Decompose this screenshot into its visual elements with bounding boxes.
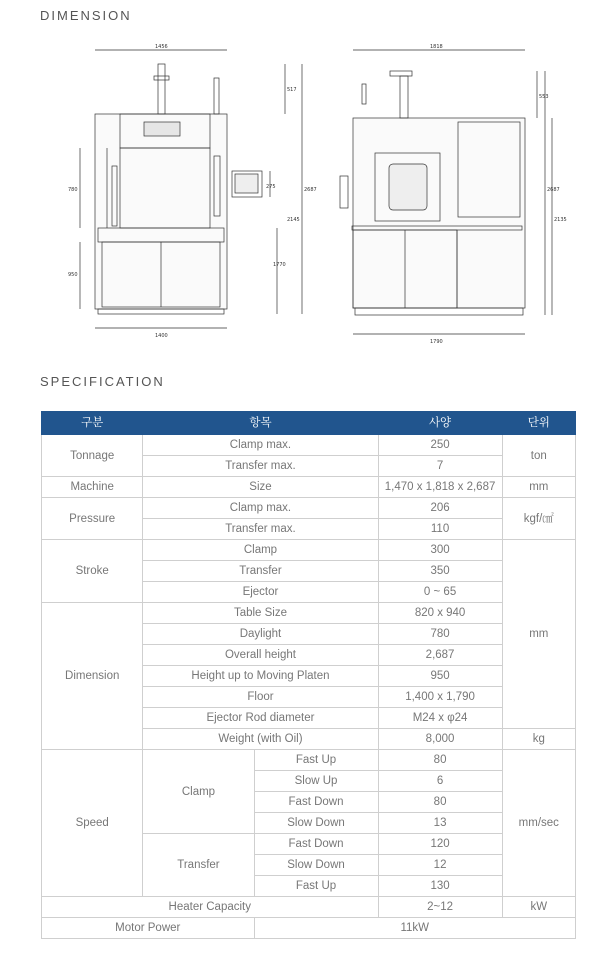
item-value: 2,687 (378, 645, 502, 666)
table-row (42, 750, 576, 771)
header-spec: 사양 (378, 412, 502, 435)
unit-tonnage: ton (502, 435, 575, 477)
table-row (42, 603, 576, 624)
item-value: 300 (378, 540, 502, 561)
item-label: Clamp max. (143, 498, 378, 519)
table-header-row (42, 412, 576, 435)
item-label: Height up to Moving Platen (143, 666, 378, 687)
table-row (42, 897, 576, 918)
item-value: 0 ~ 65 (378, 582, 502, 603)
front-width-bottom-label: 1400 (155, 333, 168, 339)
table-row (42, 435, 576, 456)
dimension-title: DIMENSION (40, 8, 132, 23)
specification-title: SPECIFICATION (40, 374, 165, 389)
item-label: Fast Up (254, 876, 378, 897)
item-value: 80 (378, 750, 502, 771)
side-upper-label: 2135 (554, 217, 567, 223)
item-label: Fast Down (254, 834, 378, 855)
front-platen-label: 275 (266, 184, 276, 190)
item-value: 80 (378, 792, 502, 813)
item-value: 206 (378, 498, 502, 519)
side-width-bottom-label: 1790 (430, 339, 443, 345)
item-label: Table Size (143, 603, 378, 624)
specification-table (41, 411, 576, 939)
item-label: Ejector (143, 582, 378, 603)
cat-tonnage: Tonnage (42, 435, 143, 477)
front-width-top-label: 1456 (155, 44, 168, 50)
item-label: Fast Up (254, 750, 378, 771)
header-unit: 단위 (502, 412, 575, 435)
front-top-height-label: 517 (287, 87, 297, 93)
item-value: 110 (378, 519, 502, 540)
subcat-transfer: Transfer (143, 834, 254, 897)
unit-machine: mm (502, 477, 575, 498)
item-value: 7 (378, 456, 502, 477)
item-label: Weight (with Oil) (143, 729, 378, 750)
item-value: 130 (378, 876, 502, 897)
front-daylight-label: 780 (68, 187, 78, 193)
front-total-height-label: 2687 (304, 187, 317, 193)
item-label: Slow Up (254, 771, 378, 792)
front-upper-label: 2145 (287, 217, 300, 223)
table-row (42, 477, 576, 498)
item-label: Transfer max. (143, 519, 378, 540)
heater-unit: kW (502, 897, 575, 918)
side-top-height-label: 553 (539, 94, 549, 100)
cat-dimension: Dimension (42, 603, 143, 750)
heater-value: 2~12 (378, 897, 502, 918)
item-label: Transfer max. (143, 456, 378, 477)
item-value: 780 (378, 624, 502, 645)
item-value: 6 (378, 771, 502, 792)
cat-stroke: Stroke (42, 540, 143, 603)
item-label: Clamp max. (143, 435, 378, 456)
item-value: 250 (378, 435, 502, 456)
item-value: 120 (378, 834, 502, 855)
item-value: 350 (378, 561, 502, 582)
item-label: Transfer (143, 561, 378, 582)
item-label: Floor (143, 687, 378, 708)
item-label: Overall height (143, 645, 378, 666)
item-value: 8,000 (378, 729, 502, 750)
motor-label: Motor Power (42, 918, 255, 939)
side-total-height-label: 2687 (547, 187, 560, 193)
table-row (42, 498, 576, 519)
cat-pressure: Pressure (42, 498, 143, 540)
cat-speed: Speed (42, 750, 143, 897)
item-label: Slow Down (254, 855, 378, 876)
subcat-clamp: Clamp (143, 750, 254, 834)
side-width-top-label: 1818 (430, 44, 443, 50)
unit-pressure: kgf/㎠ (502, 498, 575, 540)
item-label: Ejector Rod diameter (143, 708, 378, 729)
header-category: 구분 (42, 412, 143, 435)
item-value: 12 (378, 855, 502, 876)
item-label: Fast Down (254, 792, 378, 813)
heater-label: Heater Capacity (42, 897, 379, 918)
item-label: Slow Down (254, 813, 378, 834)
header-item: 항목 (143, 412, 378, 435)
item-value: 950 (378, 666, 502, 687)
item-value: 1,470 x 1,818 x 2,687 (378, 477, 502, 498)
front-table-label: 950 (68, 272, 78, 278)
item-value: 820 x 940 (378, 603, 502, 624)
motor-value: 11kW (254, 918, 576, 939)
item-label: Size (143, 477, 378, 498)
item-label: Clamp (143, 540, 378, 561)
dimension-drawing (40, 36, 580, 356)
item-label: Daylight (143, 624, 378, 645)
cat-machine: Machine (42, 477, 143, 498)
unit-mm: mm (502, 540, 575, 729)
unit-speed: mm/sec (502, 750, 575, 897)
unit-kg: kg (502, 729, 575, 750)
item-value: M24 x φ24 (378, 708, 502, 729)
table-row (42, 918, 576, 939)
table-row (42, 540, 576, 561)
item-value: 13 (378, 813, 502, 834)
item-value: 1,400 x 1,790 (378, 687, 502, 708)
front-lower-label: 1770 (273, 262, 286, 268)
